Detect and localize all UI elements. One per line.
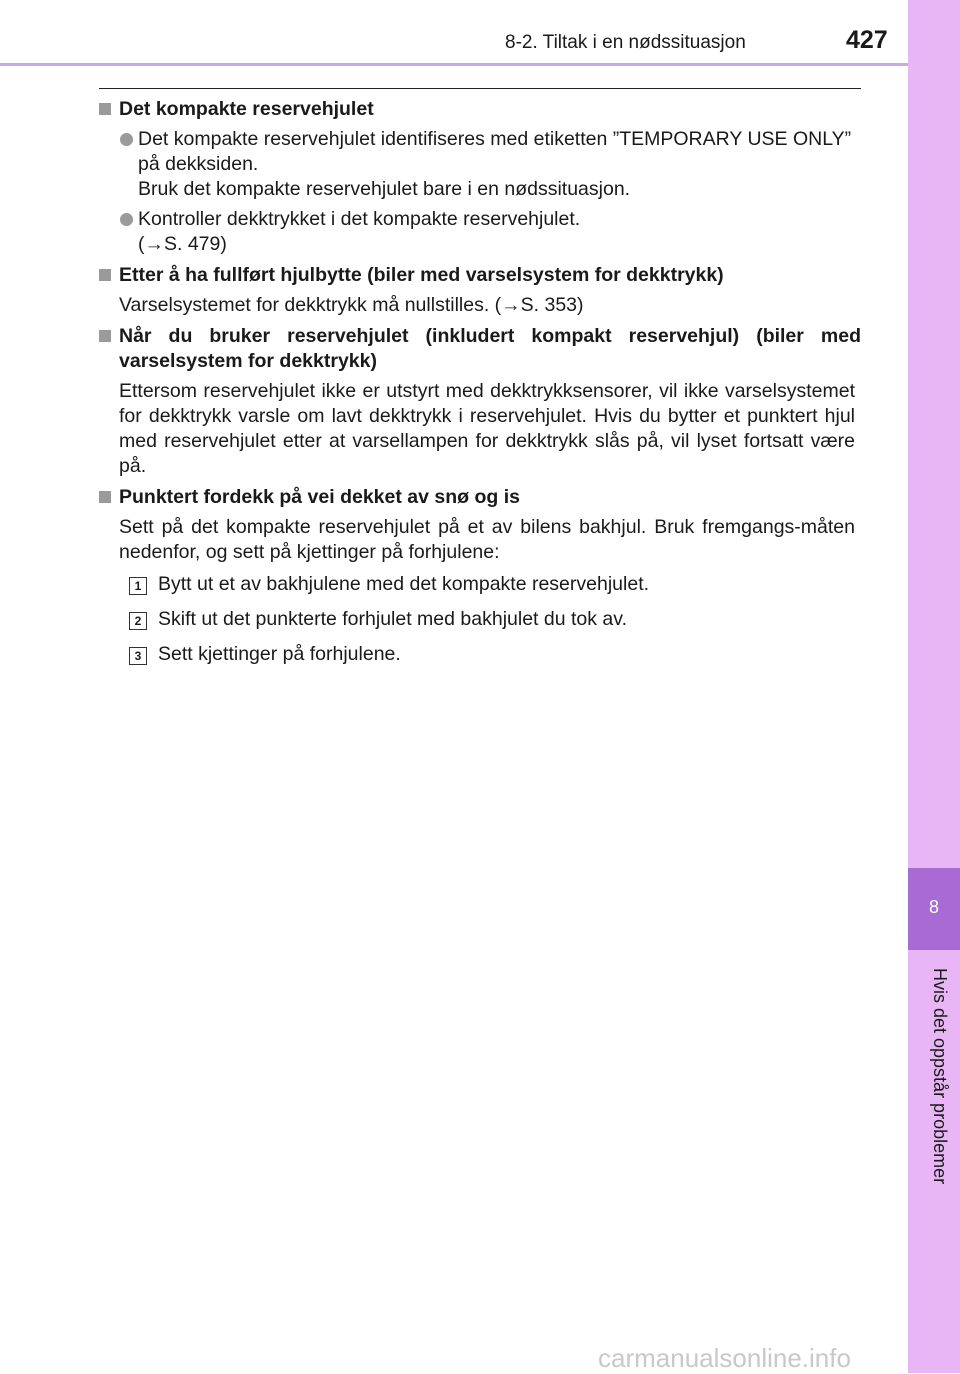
round-bullet-icon xyxy=(120,133,133,146)
page-content xyxy=(99,97,861,677)
square-bullet-icon xyxy=(99,103,111,115)
section-heading: Det kompakte reservehjulet xyxy=(99,97,861,122)
chapter-label: Hvis det oppstår problemer xyxy=(930,968,950,1185)
bullet-item xyxy=(99,127,861,202)
section-after-wheel-change xyxy=(99,263,861,318)
step-number: 2 xyxy=(129,612,147,630)
round-bullet-icon xyxy=(120,213,133,226)
watermark: carmanualsonline.info xyxy=(598,1343,851,1373)
chapter-number: 8 xyxy=(928,897,939,917)
step-number: 1 xyxy=(129,577,147,595)
bullet-text: Det kompakte reservehjulet identifiseres med etiketten ”TEMPORARY USE ONLY” på dekksiden. xyxy=(138,128,852,175)
section-heading: Punktert fordekk på vei dekket av snø og is xyxy=(99,485,861,510)
section-snow-ice xyxy=(99,485,861,667)
square-bullet-icon xyxy=(99,491,111,503)
step-text: Skift ut det punkterte forhjulet med bakhjulet du tok av. xyxy=(158,608,627,630)
step-list xyxy=(99,572,861,667)
step-item xyxy=(99,607,861,632)
content-rule xyxy=(99,88,861,89)
step-text: Sett kjettinger på forhjulene. xyxy=(158,643,401,665)
header-divider xyxy=(0,63,908,66)
step-item xyxy=(99,642,861,667)
section-body: Ettersom reservehjulet ikke er utstyrt med dekktrykksensorer, vil ikke varselsystemet for dekktrykk varsle om lavt dekktrykk i reservehjulet. Hvis du bytter et punktert hjul med reservehjulet etter at varsellampen for dekktrykk slås på, vil lyset fortsatt være på. xyxy=(119,380,855,477)
page-reference-link[interactable]: (→S. 479) xyxy=(138,233,227,255)
section-heading: Når du bruker reservehjulet (inkludert kompakt reservehjul) (biler med varselsystem for dekktrykk) xyxy=(99,324,861,374)
page-number: 427 xyxy=(846,26,888,54)
bullet-item xyxy=(99,207,861,257)
square-bullet-icon xyxy=(99,330,111,342)
section-body: Varselsystemet for dekktrykk må nullstilles. (→S. 353) xyxy=(119,294,584,316)
section-compact-spare xyxy=(99,97,861,257)
section-using-spare xyxy=(99,324,861,479)
bullet-text: Bruk det kompakte reservehjulet bare i en nødssituasjon. xyxy=(138,178,631,200)
square-bullet-icon xyxy=(99,269,111,281)
step-number: 3 xyxy=(129,647,147,665)
section-title: 8-2. Tiltak i en nødssituasjon xyxy=(505,32,746,53)
section-heading: Etter å ha fullført hjulbytte (biler med varselsystem for dekktrykk) xyxy=(99,263,861,288)
bullet-text: Kontroller dekktrykket i det kompakte reservehjulet. xyxy=(138,208,581,230)
step-text: Bytt ut et av bakhjulene med det kompakte reservehjulet. xyxy=(158,573,650,595)
section-body: Sett på det kompakte reservehjulet på et av bilens bakhjul. Bruk fremgangs-måten nedenfor, og sett på kjettinger på forhjulene: xyxy=(119,516,855,563)
step-item xyxy=(99,572,861,597)
